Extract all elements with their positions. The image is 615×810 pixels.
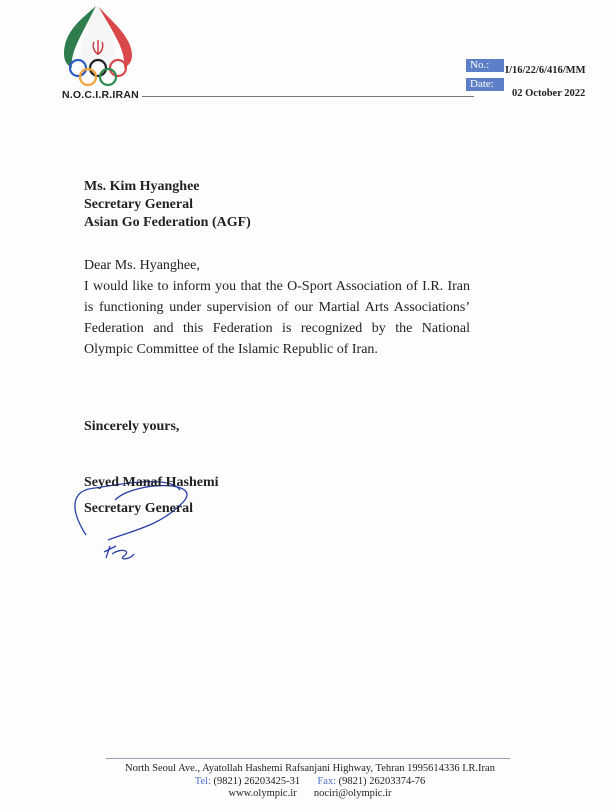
recipient-name: Ms. Kim Hyanghee	[84, 179, 200, 194]
organization-name: N.O.C.I.R.IRAN	[62, 89, 139, 101]
recipient-organization: Asian Go Federation (AGF)	[84, 215, 251, 230]
footer-contact-line	[90, 776, 530, 789]
footer-divider	[106, 758, 510, 759]
signer-block	[84, 470, 219, 522]
letter-date: 02 October 2022	[512, 88, 586, 99]
reference-label: No.:	[466, 59, 504, 72]
recipient-title: Secretary General	[84, 197, 193, 212]
reference-number: I/16/22/6/416/MM	[505, 65, 586, 76]
tel-label: Tel:	[194, 775, 211, 787]
recipient-block	[84, 178, 251, 232]
footer-address: North Seoul Ave., Ayatollah Hashemi Rafsanjani Highway, Tehran 1995614336 I.R.Iran	[125, 763, 495, 774]
date-label: Date:	[466, 78, 504, 91]
salutation: Dear Ms. Hyanghee,	[84, 258, 200, 273]
email-link[interactable]: nociri@olympic.ir	[313, 788, 392, 799]
tel-value: (9821) 26203425-31	[213, 775, 301, 787]
body-paragraph: I would like to inform you that the O-Sport Association of I.R. Iran is functioning under supervision of our Martial Arts Associations’ Federation and this Federation is recognized by the National Olympic Committee of the Islamic Republic of Iran.	[84, 279, 470, 357]
website-link[interactable]: www.olympic.ir	[228, 788, 297, 799]
footer	[90, 763, 530, 801]
fax-label: Fax:	[317, 775, 337, 787]
footer-web-line	[90, 788, 530, 801]
noc-iran-logo	[58, 2, 138, 88]
letter-body	[84, 255, 470, 360]
signer-name: Seyed Manaf Hashemi	[84, 475, 219, 490]
flame-white	[81, 6, 115, 64]
header-divider	[142, 96, 474, 97]
fax-value: (9821) 26203374-76	[338, 775, 426, 787]
closing: Sincerely yours,	[84, 419, 180, 434]
signer-title: Secretary General	[84, 501, 193, 516]
